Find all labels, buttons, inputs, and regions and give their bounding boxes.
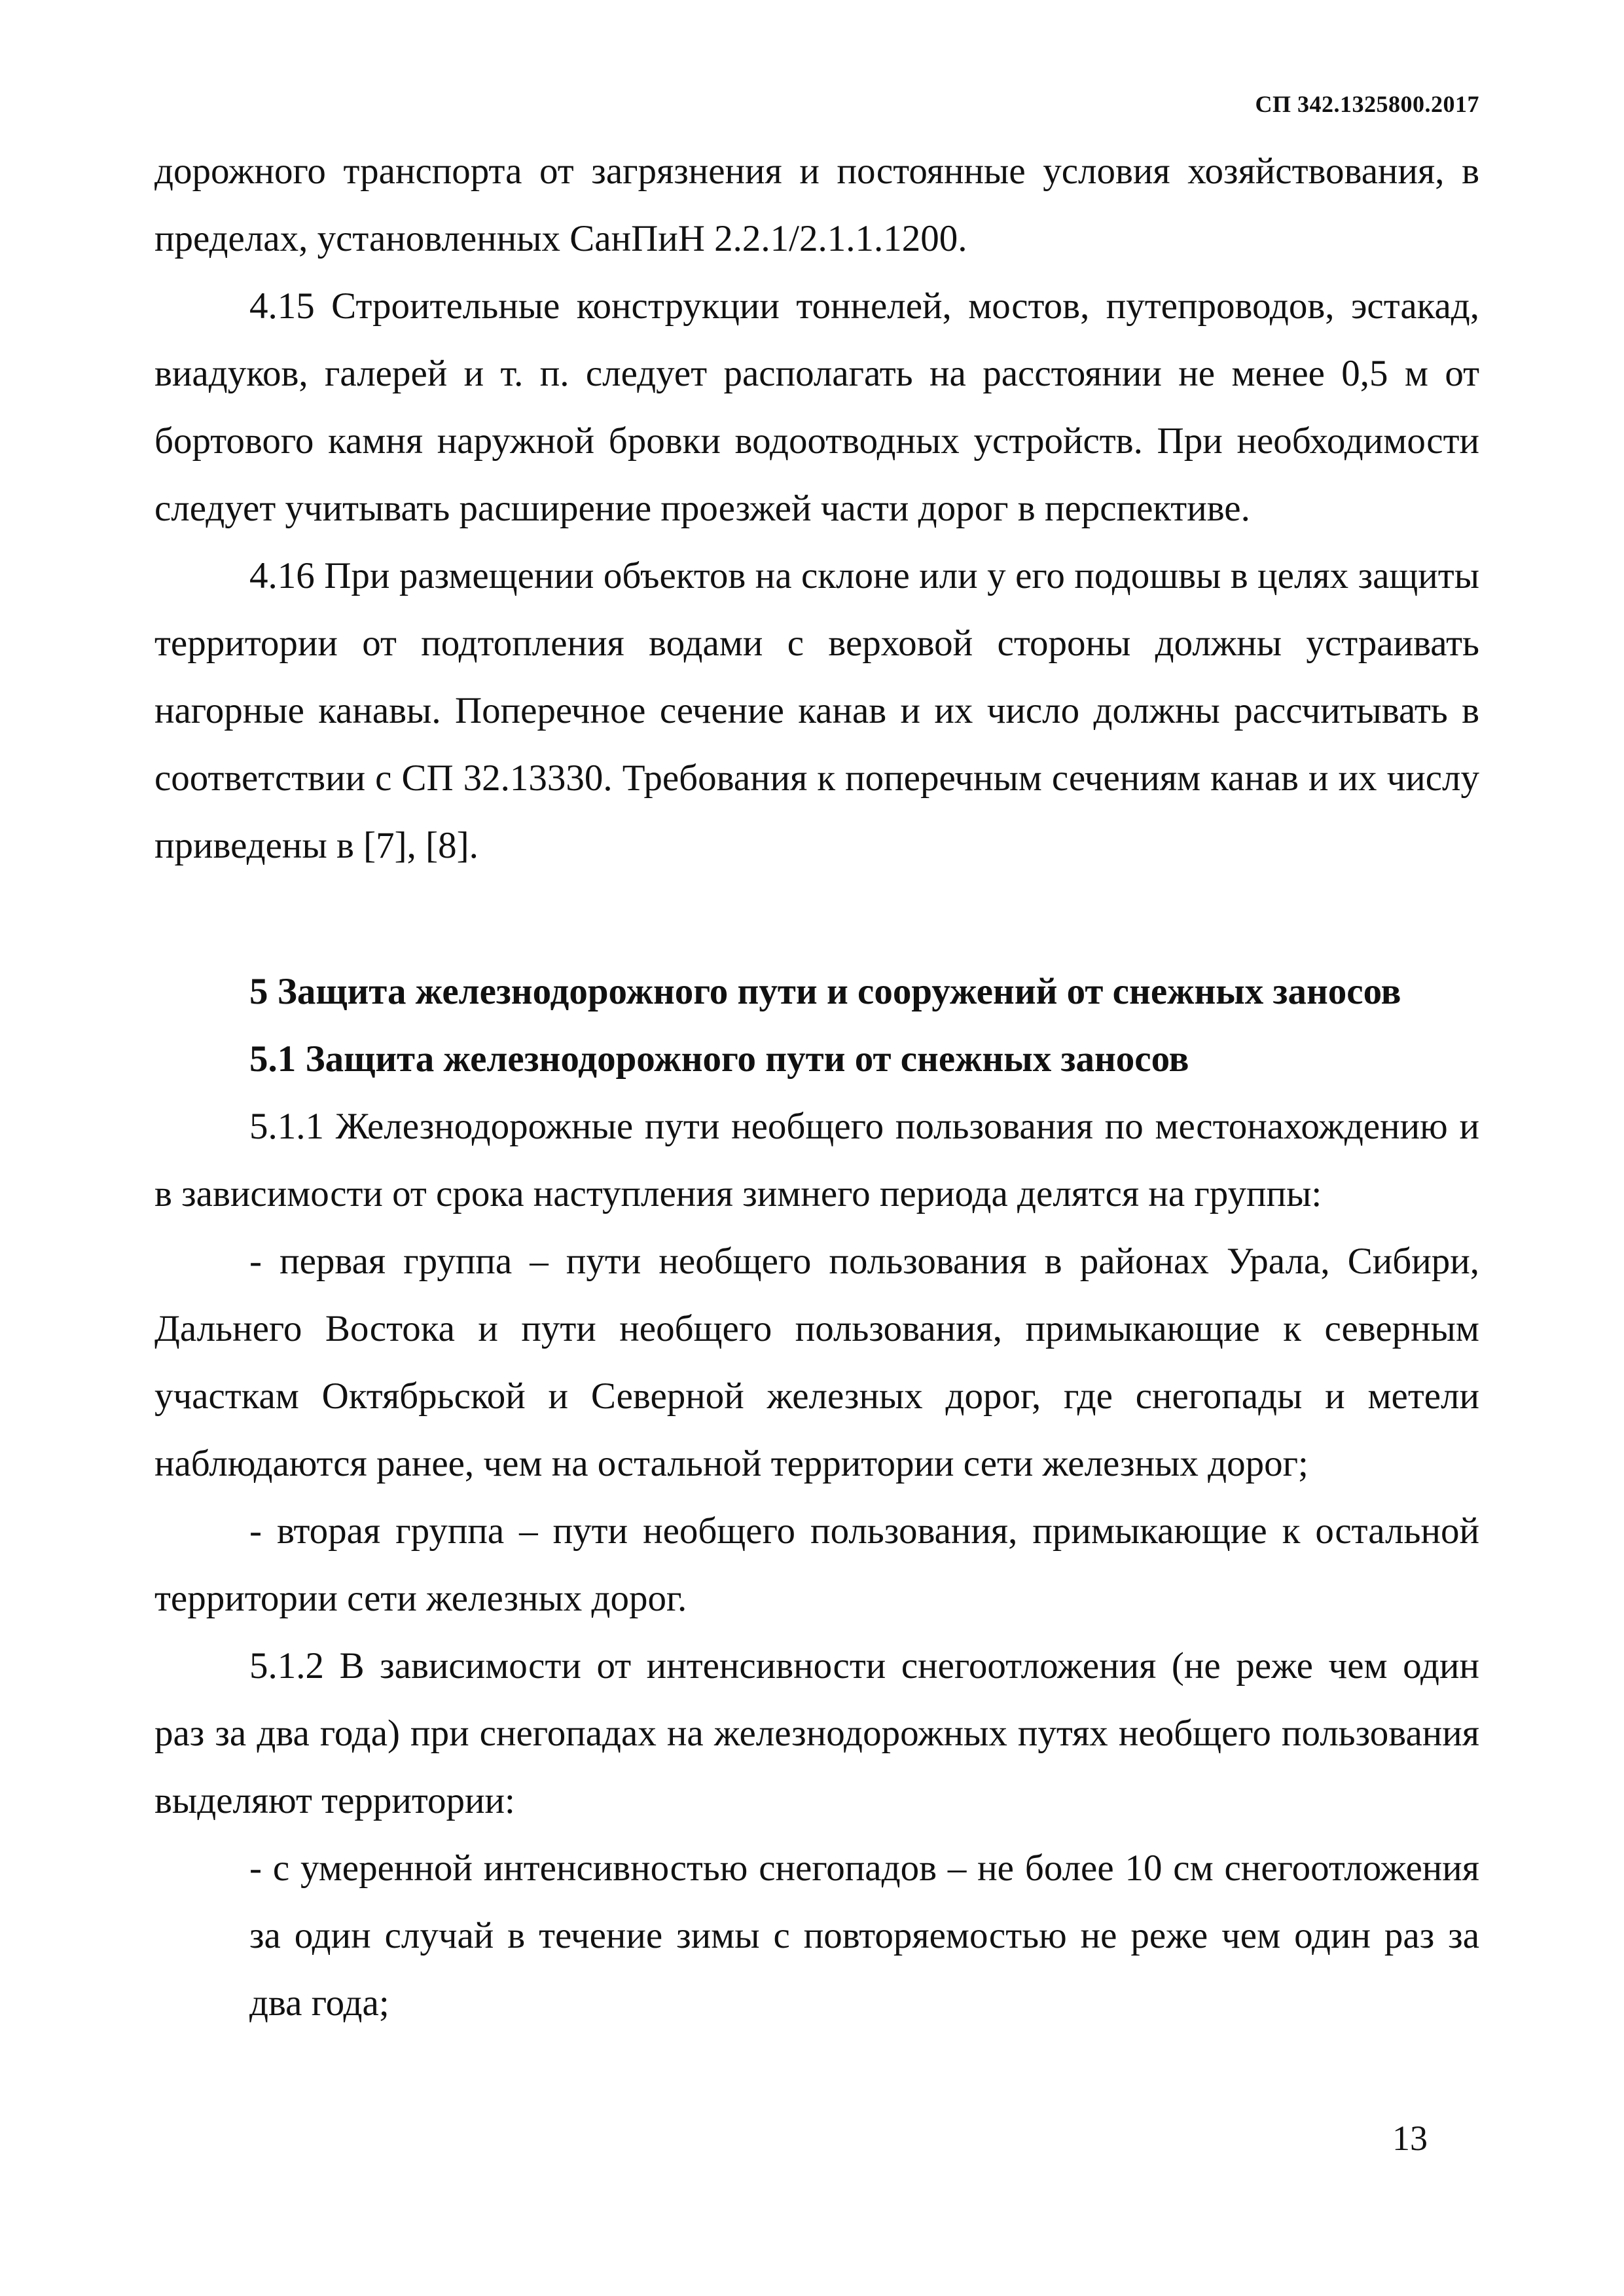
list-item-moderate-intensity: - с умеренной интенсивностью снегопадов – не более 10 см снегоотложения за один случай в течение зимы с повторяемостью не реже чем один раз за два года; <box>249 1848 1479 2024</box>
paragraph-5-1-2: 5.1.2 В зависимости от интенсивности снегоотложения (не реже чем один раз за два года) при снегопадах на железнодорожных путях необщего пользования выделяют территории: <box>154 1645 1479 1821</box>
section-5-1-heading: 5.1 Защита железнодорожного пути от снежных заносов <box>249 1038 1189 1080</box>
paragraph-4-16: 4.16 При размещении объектов на склоне или у его подошвы в целях защиты территории от подтопления водами с верховой стороны должны устраивать нагорные канавы. Поперечное сечение канав и их число должны рассчитывать в соответствии с СП 32.13330. Требования к поперечным сечениям канав и их числу приведены в [7], [8]. <box>154 555 1479 866</box>
paragraph-4-15: 4.15 Строительные конструкции тоннелей, мостов, путепроводов, эстакад, виадуков, галерей и т. п. следует располагать на расстоянии не менее 0,5 м от бортового камня наружной бровки водоотводных устройств. При необходимости следует учитывать расширение проезжей части дорог в перспективе. <box>154 285 1479 529</box>
paragraph-5-1-1: 5.1.1 Железнодорожные пути необщего пользования по местонахождению и в зависимости от срока наступления зимнего периода делятся на группы: <box>154 1106 1479 1214</box>
list-item-group-1: - первая группа – пути необщего пользования в районах Урала, Сибири, Дальнего Востока и пути необщего пользования, примыкающие к северным участкам Октябрьской и Северной железных дорог, где снегопады и метели наблюдаются ранее, чем на остальной территории сети железных дорог; <box>154 1241 1479 1484</box>
section-5-heading: 5 Защита железнодорожного пути и сооружений от снежных заносов <box>249 971 1401 1012</box>
list-item-group-2: - вторая группа – пути необщего пользования, примыкающие к остальной территории сети железных дорог. <box>154 1510 1479 1619</box>
section-spacer <box>154 879 1479 958</box>
document-body <box>154 137 1479 2037</box>
document-code-header: СП 342.1325800.2017 <box>1255 91 1479 117</box>
paragraph-continuation: дорожного транспорта от загрязнения и постоянные условия хозяйствования, в пределах, установленных СанПиН 2.2.1/2.1.1.1200. <box>154 151 1479 259</box>
page-number: 13 <box>1392 2119 1428 2158</box>
